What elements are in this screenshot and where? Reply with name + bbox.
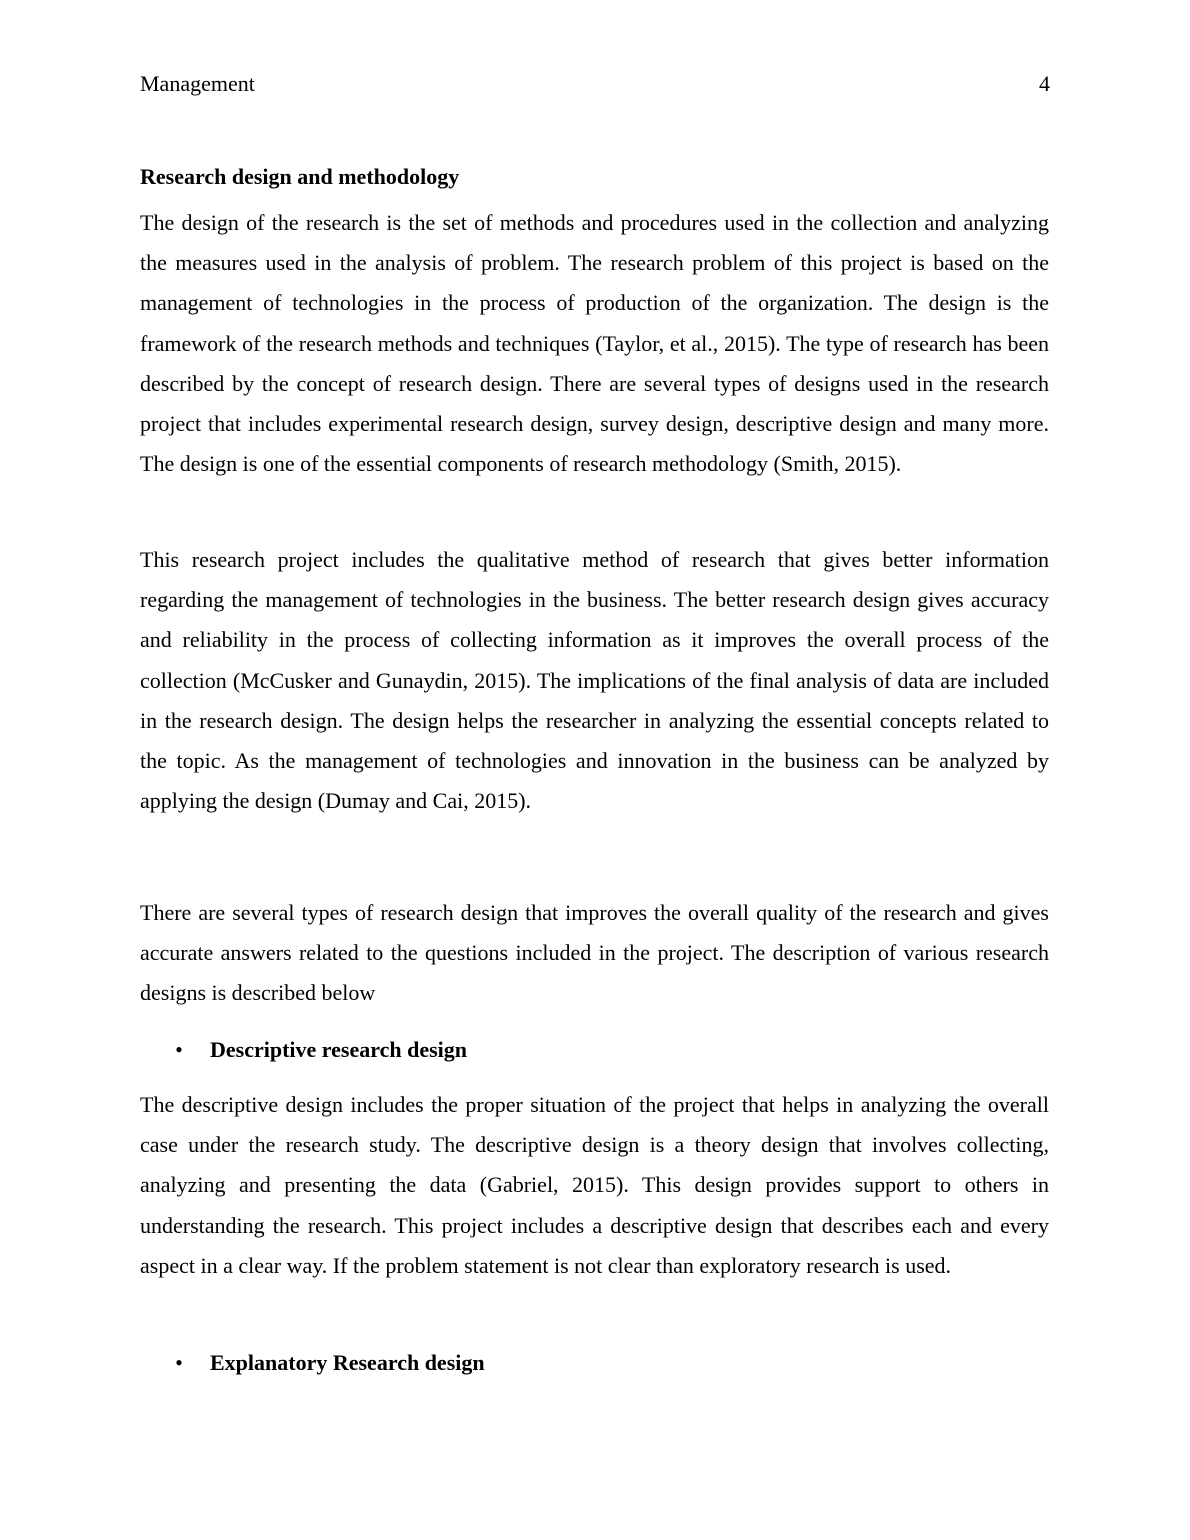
page-number: 4 xyxy=(1039,71,1050,96)
bullet-icon: • xyxy=(175,1037,183,1062)
paragraph-research-design-definition: The design of the research is the set of methods and procedures used in the collection and analyzing the measures used in the analysis of problem. The research problem of this project is based on the management of technologies in the process of production of the organization. The design is the framework of the research methods and techniques (Taylor, et al., 2015). The type of research has been described by the concept of research design. There are several types of designs used in the research project that includes experimental research design, survey design, descriptive design and many more. The design is one of the essential components of research methodology (Smith, 2015). xyxy=(140,210,1049,477)
bullet-label: Explanatory Research design xyxy=(210,1350,485,1375)
bullet-icon: • xyxy=(175,1350,183,1375)
paragraph-design-types-intro: There are several types of research design that improves the overall quality of the research and gives accurate answers related to the questions included in the project. The description of various research designs is described below xyxy=(140,900,1049,1006)
paragraph-qualitative-method: This research project includes the qualitative method of research that gives better information regarding the management of technologies in the business. The better research design gives accuracy and reliability in the process of collecting information as it improves the overall process of the collection (McCusker and Gunaydin, 2015). The implications of the final analysis of data are included in the research design. The design helps the researcher in analyzing the essential concepts related to the topic. As the management of technologies and innovation in the business can be analyzed by applying the design (Dumay and Cai, 2015). xyxy=(140,547,1049,814)
paragraph-descriptive-design: The descriptive design includes the proper situation of the project that helps in analyzing the overall case under the research study. The descriptive design is a theory design that involves collecting, analyzing and presenting the data (Gabriel, 2015). This design provides support to others in understanding the research. This project includes a descriptive design that describes each and every aspect in a clear way. If the problem statement is not clear than exploratory research is used. xyxy=(140,1092,1049,1278)
bullet-label: Descriptive research design xyxy=(210,1037,468,1062)
section-heading: Research design and methodology xyxy=(140,164,460,189)
running-header-title: Management xyxy=(140,71,255,96)
